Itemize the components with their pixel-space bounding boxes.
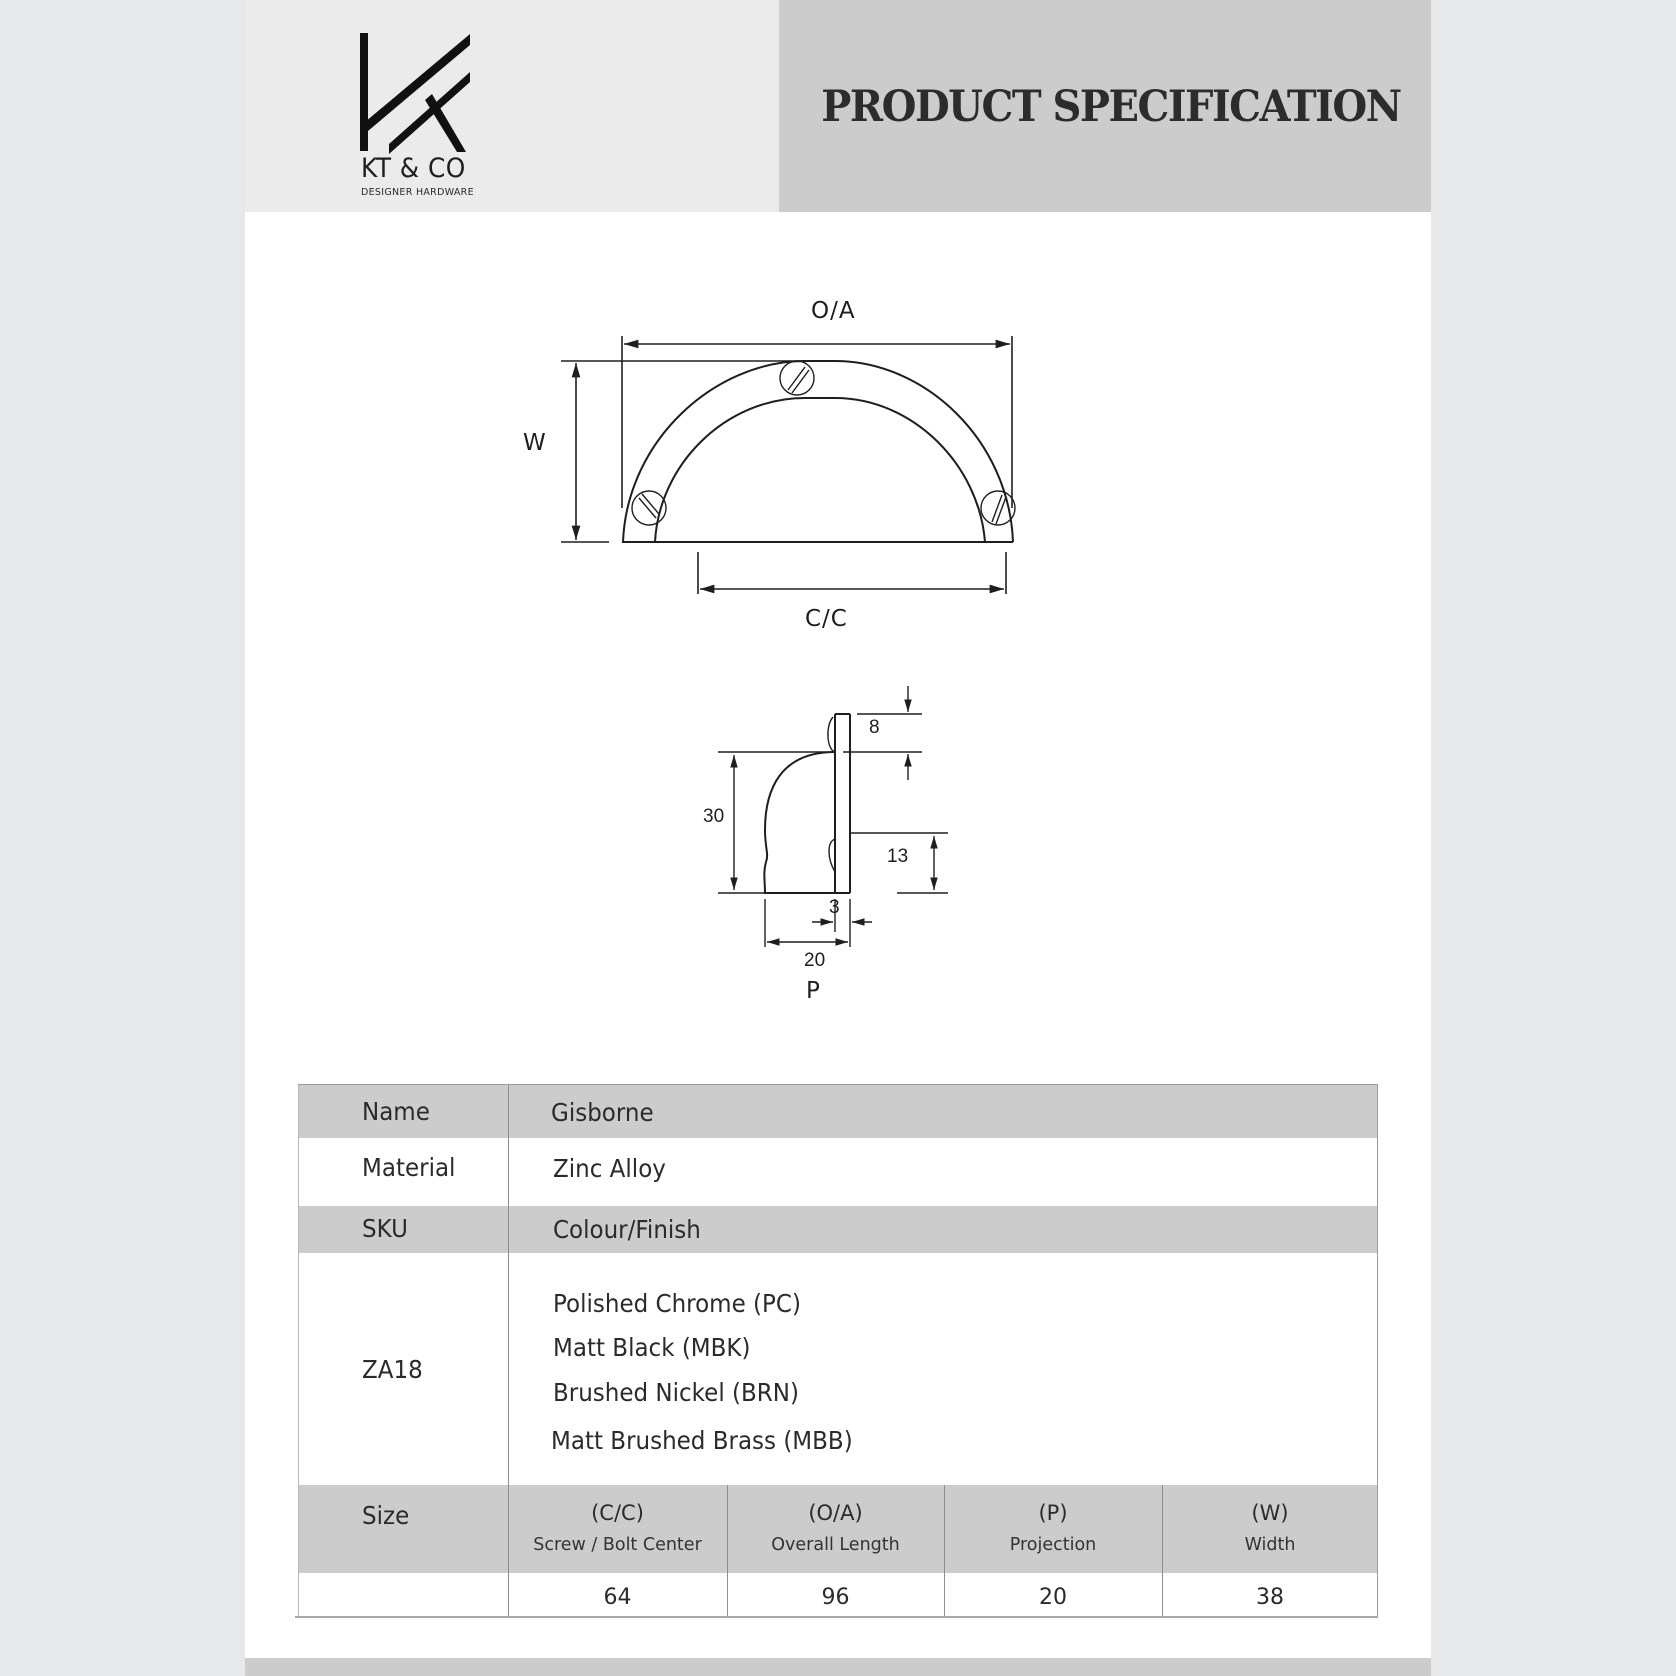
height-30-label: 30 bbox=[703, 806, 725, 827]
table-border-bottom bbox=[295, 1616, 1378, 1618]
oa-value: 96 bbox=[821, 1585, 850, 1610]
cc-code: (C/C) bbox=[591, 1501, 644, 1525]
screw-height-13-label: 13 bbox=[887, 846, 909, 867]
material-value: Zinc Alloy bbox=[553, 1154, 666, 1183]
projection-p-label: P bbox=[806, 978, 821, 1004]
footer-band bbox=[245, 1658, 1431, 1676]
oa-dimension-label: O/A bbox=[811, 298, 856, 324]
spec-row-name bbox=[298, 1085, 1378, 1138]
spec-row-size-header bbox=[298, 1485, 1378, 1573]
size-col-divider bbox=[944, 1485, 945, 1617]
finish-item: Matt Brushed Brass (MBB) bbox=[551, 1426, 853, 1455]
spec-row-finishes bbox=[298, 1253, 1378, 1485]
oa-code: (O/A) bbox=[808, 1501, 863, 1525]
spec-sheet-page bbox=[245, 0, 1431, 1676]
spec-row-size-values bbox=[298, 1573, 1378, 1617]
finish-item: Polished Chrome (PC) bbox=[553, 1289, 801, 1318]
name-value: Gisborne bbox=[551, 1098, 654, 1127]
oa-desc: Overall Length bbox=[771, 1535, 900, 1555]
table-border-right bbox=[1377, 1085, 1378, 1617]
p-value: 20 bbox=[1039, 1585, 1067, 1610]
p-code: (P) bbox=[1038, 1501, 1068, 1525]
lip-8-label: 8 bbox=[869, 717, 880, 738]
label-column-divider bbox=[508, 1085, 509, 1617]
name-label: Name bbox=[362, 1097, 430, 1126]
plate-thickness-3-label: 3 bbox=[829, 897, 840, 918]
size-col-divider bbox=[727, 1485, 728, 1617]
cup-handle-drawing-icon bbox=[245, 0, 1431, 1050]
finish-item: Brushed Nickel (BRN) bbox=[553, 1378, 799, 1407]
size-col-oa bbox=[727, 1485, 944, 1573]
material-label: Material bbox=[362, 1153, 456, 1182]
brand-tagline: DESIGNER HARDWARE bbox=[361, 187, 474, 198]
size-col-cc bbox=[508, 1485, 727, 1573]
spec-row-sku bbox=[298, 1206, 1378, 1253]
technical-drawing bbox=[245, 0, 1431, 1050]
w-value: 38 bbox=[1256, 1585, 1284, 1610]
sku-label: SKU bbox=[362, 1214, 408, 1243]
cc-value: 64 bbox=[603, 1585, 632, 1610]
size-col-p bbox=[944, 1485, 1162, 1573]
brand-name: KT & CO bbox=[361, 153, 466, 184]
colour-finish-header: Colour/Finish bbox=[553, 1215, 701, 1244]
p-desc: Projection bbox=[1009, 1535, 1097, 1555]
table-border-left bbox=[298, 1085, 299, 1617]
page-title: PRODUCT SPECIFICATION bbox=[821, 80, 1401, 132]
cc-dimension-label: C/C bbox=[805, 606, 848, 632]
size-col-w bbox=[1162, 1485, 1378, 1573]
w-dimension-label: W bbox=[523, 430, 547, 456]
spec-row-material bbox=[298, 1138, 1378, 1206]
w-desc: Width bbox=[1244, 1535, 1296, 1555]
w-code: (W) bbox=[1251, 1501, 1289, 1525]
cc-desc: Screw / Bolt Center bbox=[533, 1535, 702, 1555]
size-label: Size bbox=[362, 1501, 410, 1530]
sku-code: ZA18 bbox=[362, 1355, 423, 1384]
finish-item: Matt Black (MBK) bbox=[553, 1333, 751, 1362]
size-col-divider bbox=[1162, 1485, 1163, 1617]
projection-20-label: 20 bbox=[804, 950, 826, 971]
